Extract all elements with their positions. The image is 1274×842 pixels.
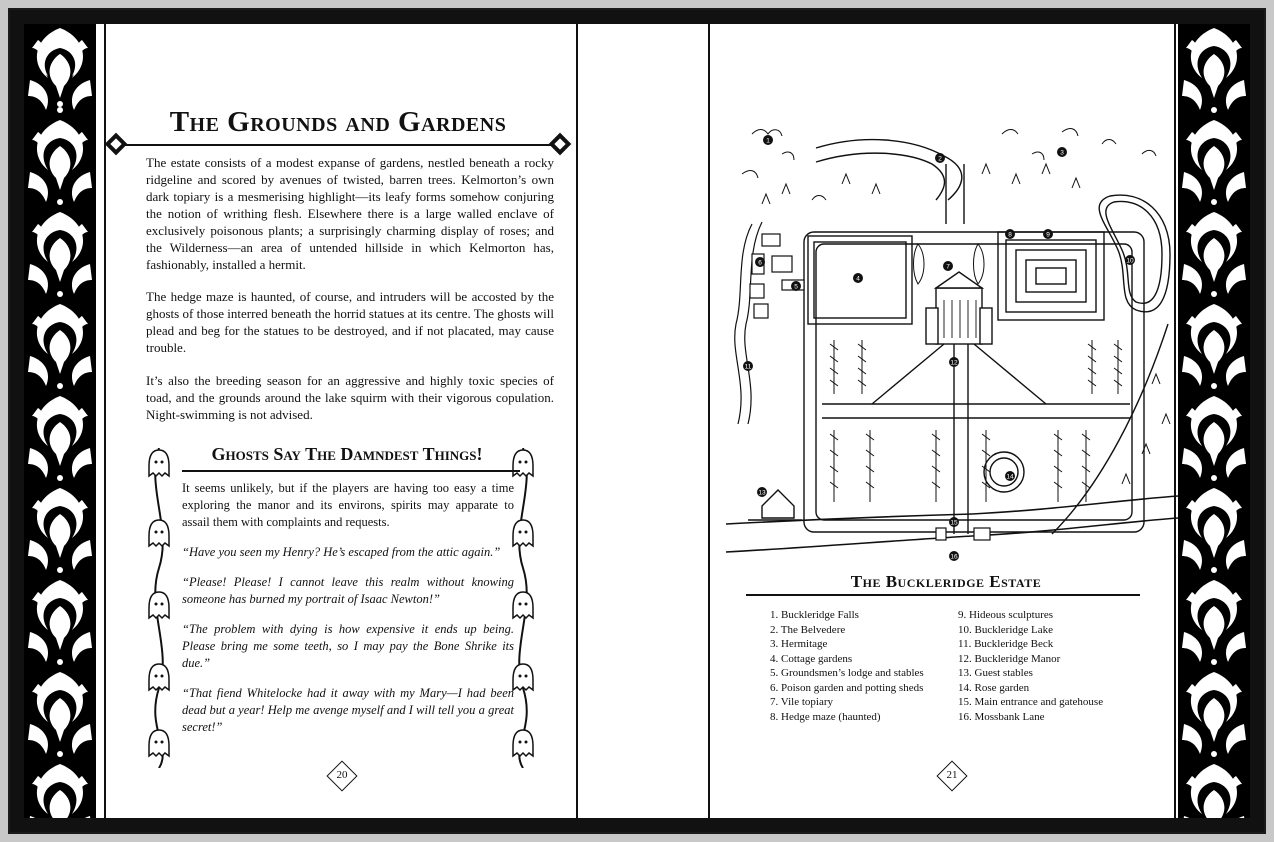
svg-text:2: 2 <box>938 155 942 163</box>
svg-text:12: 12 <box>950 359 958 367</box>
map-title: The Buckleridge Estate <box>850 572 1042 591</box>
svg-text:11: 11 <box>744 363 752 371</box>
page-number <box>938 762 966 790</box>
legend-item: 14. Rose garden <box>958 681 1030 694</box>
left-page <box>24 24 576 818</box>
legend-item: 15. Main entrance and gatehouse <box>958 696 1104 708</box>
legend-item: 7. Vile topiary <box>770 696 833 708</box>
map-marker <box>935 153 945 163</box>
legend-item: 9. Hideous sculptures <box>958 609 1054 621</box>
paragraph: It’s also the breeding season for an aggressive and highly toxic species of toad, and the grounds around the lake squirm with their vigorous copulation. Night-swimming is not advised. <box>146 373 554 422</box>
paragraph: The estate consists of a modest expanse of gardens, nestled beneath a rocky ridgeline and scored by avenues of twisted, barren trees. Kelmorton’s own dark topiary is a mesmerising highlight—its leafy forms somehow conjuring the notion of writhing flesh. Elsewhere there is a large walled enclave of exclusively poisonous plants; a surprisingly charming display of roses; and the Wilderness—an area of untended hillside in which Kelmorton has, fashionably, installed a hermit. <box>146 155 554 272</box>
map-marker <box>1057 147 1067 157</box>
legend-item: 1. Buckleridge Falls <box>770 609 859 621</box>
ghost-vine-left-icon <box>142 448 176 768</box>
left-ornamental-border <box>24 24 96 818</box>
legend-item: 4. Cottage gardens <box>770 652 853 665</box>
manor-icon <box>926 272 992 344</box>
svg-text:8: 8 <box>1008 231 1012 239</box>
legend-item: 3. Hermitage <box>770 638 828 650</box>
map-marker <box>1043 229 1053 239</box>
sidebar-intro: It seems unlikely, but if the players are having too easy a time exploring the manor and its environs, spirits may apparate to assail them with complaints and requests. <box>182 481 514 529</box>
map-marker <box>743 361 753 371</box>
paragraph: The hedge maze is haunted, of course, and intruders will be accosted by the ghosts of those interred beneath the horrid statues at its centre. The ghosts will plead and beg for the statues to be destroyed, and if not placated, may cause trouble. <box>146 289 554 355</box>
map-marker <box>949 357 959 367</box>
map-marker <box>949 551 959 561</box>
svg-text:13: 13 <box>758 489 766 497</box>
svg-text:3: 3 <box>1060 149 1064 157</box>
title-underline <box>122 144 554 146</box>
map-marker <box>791 281 801 291</box>
svg-text:10: 10 <box>1126 257 1134 265</box>
page-title: The Grounds and Gardens <box>169 106 507 138</box>
map-marker <box>763 135 773 145</box>
legend-item: 5. Groundsmen’s lodge and stables <box>770 667 924 679</box>
map-marker <box>943 261 953 271</box>
estate-map <box>722 104 1192 564</box>
gutter-rule <box>576 24 578 818</box>
ghost-quote: “Have you seen my Henry? He’s escaped from the attic again.” <box>182 545 501 559</box>
map-marker <box>757 487 767 497</box>
map-marker <box>1005 229 1015 239</box>
acanthus-border-icon <box>24 24 96 818</box>
sidebar-title-underline <box>182 470 520 472</box>
svg-text:6: 6 <box>758 259 762 267</box>
page-number-text: 21 <box>946 769 958 781</box>
map-marker <box>755 257 765 267</box>
svg-text:1: 1 <box>766 137 770 145</box>
legend-item: 11. Buckleridge Beck <box>958 638 1054 650</box>
svg-text:14: 14 <box>1006 473 1014 481</box>
map-marker <box>853 273 863 283</box>
legend-item: 2. The Belvedere <box>770 623 846 636</box>
svg-text:5: 5 <box>794 283 798 291</box>
ghost-quote: “Please! Please! I cannot leave this realm without knowing someone has burned my portrait of Isaac Newton!” <box>182 575 514 606</box>
book-spread <box>10 10 1264 832</box>
svg-text:16: 16 <box>950 553 958 561</box>
legend-item: 13. Guest stables <box>958 667 1033 679</box>
legend-item: 12. Buckleridge Manor <box>958 652 1061 665</box>
book-gutter <box>576 24 710 818</box>
page-number-text: 20 <box>336 769 348 781</box>
sidebar-title: Ghosts Say The Damndest Things! <box>211 444 483 464</box>
svg-text:7: 7 <box>946 263 950 271</box>
svg-text:4: 4 <box>856 275 860 283</box>
ghost-quote: “That fiend Whitelocke had it away with my Mary—I had been dead but a year! Help me avenge myself and I will tell you a great secret!” <box>182 686 514 734</box>
svg-text:9: 9 <box>1046 231 1050 239</box>
map-title-underline <box>746 594 1140 596</box>
right-page <box>710 24 1250 818</box>
map-marker <box>949 517 959 527</box>
map-marker <box>1005 471 1015 481</box>
map-marker <box>1125 255 1135 265</box>
title-block <box>108 102 568 162</box>
map-legend-col1 <box>770 608 924 724</box>
legend-item: 6. Poison garden and potting sheds <box>770 681 924 694</box>
ghost-quote: “The problem with dying is how expensive it ends up being. Please bring me some teeth, so I may pay the Bone Shrike its due.” <box>182 622 514 670</box>
legend-item: 8. Hedge maze (haunted) <box>770 710 881 723</box>
legend-item: 16. Mossbank Lane <box>958 710 1045 723</box>
page-number <box>328 762 356 790</box>
legend-item: 10. Buckleridge Lake <box>958 623 1053 636</box>
svg-text:15: 15 <box>950 519 958 527</box>
map-legend-col2 <box>958 608 1103 724</box>
